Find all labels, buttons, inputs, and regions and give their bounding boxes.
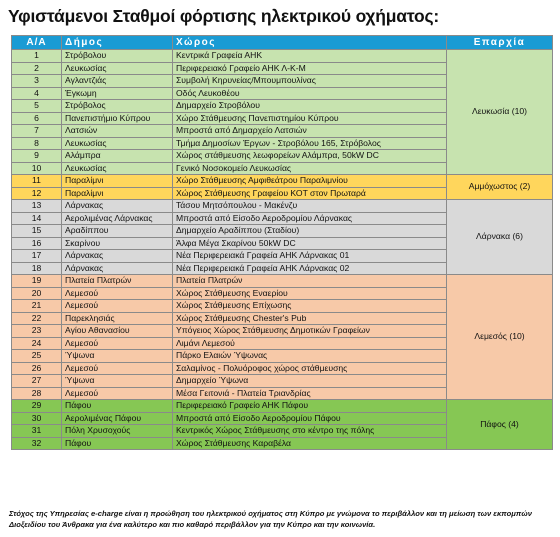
row-num: 26 bbox=[12, 362, 62, 375]
row-num: 31 bbox=[12, 425, 62, 438]
row-municipality: Αερολιμένας Πάφου bbox=[62, 412, 173, 425]
header-num: Α/Α bbox=[12, 36, 62, 50]
row-municipality: Λευκωσίας bbox=[62, 137, 173, 150]
row-place: Πάρκο Ελαιών Ύψωνας bbox=[173, 350, 447, 363]
row-place: Λιμάνι Λεμεσού bbox=[173, 337, 447, 350]
row-municipality: Παραλίμνι bbox=[62, 187, 173, 200]
row-place: Περιφερειακό Γραφείο ΑΗΚ Πάφου bbox=[173, 400, 447, 413]
row-num: 10 bbox=[12, 162, 62, 175]
table-row bbox=[12, 200, 553, 213]
row-num: 7 bbox=[12, 125, 62, 138]
row-num: 24 bbox=[12, 337, 62, 350]
row-num: 13 bbox=[12, 200, 62, 213]
row-place: Μπροστά από Είσοδο Αεροδρομίου Λάρνακας bbox=[173, 212, 447, 225]
row-place: Χώρο Στάθμευσης Αμφιθεάτρου Παραλιμνίου bbox=[173, 175, 447, 188]
row-place: Χώρος Στάθμευσης Επίχωσης bbox=[173, 300, 447, 313]
row-place: Κεντρικά Γραφεία ΑΗΚ bbox=[173, 50, 447, 63]
row-place: Χώρος στάθμευσης λεωφορείων Αλάμπρα, 50kW DC bbox=[173, 150, 447, 163]
row-place: Μέσα Γειτονιά - Πλατεία Τριανδρίας bbox=[173, 387, 447, 400]
table-row bbox=[12, 175, 553, 188]
row-num: 16 bbox=[12, 237, 62, 250]
row-num: 19 bbox=[12, 275, 62, 288]
row-municipality: Έγκωμη bbox=[62, 87, 173, 100]
row-municipality: Λευκωσίας bbox=[62, 162, 173, 175]
row-num: 17 bbox=[12, 250, 62, 263]
row-municipality: Σκαρίνου bbox=[62, 237, 173, 250]
row-place: Νέα Περιφερειακά Γραφεία ΑΗΚ Λάρνακας 01 bbox=[173, 250, 447, 263]
page-title: Υφιστάμενοι Σταθμοί φόρτισης ηλεκτρικού οχήματος: bbox=[8, 6, 439, 26]
row-municipality: Πάφου bbox=[62, 400, 173, 413]
row-municipality: Λεμεσού bbox=[62, 387, 173, 400]
row-place: Νέα Περιφερειακά Γραφεία ΑΗΚ Λάρνακας 02 bbox=[173, 262, 447, 275]
row-num: 32 bbox=[12, 437, 62, 450]
row-municipality: Στρόβολου bbox=[62, 50, 173, 63]
row-num: 11 bbox=[12, 175, 62, 188]
row-place: Υπόγειος Χώρος Στάθμευσης Δημοτικών Γραφείων bbox=[173, 325, 447, 338]
row-num: 18 bbox=[12, 262, 62, 275]
row-num: 5 bbox=[12, 100, 62, 113]
row-place: Πλατεία Πλατρών bbox=[173, 275, 447, 288]
row-municipality: Λεμεσού bbox=[62, 287, 173, 300]
row-place: Σαλαμίνος - Πολυόροφος χώρος στάθμευσης bbox=[173, 362, 447, 375]
row-place: Χώρος Στάθμευσης Chester's Pub bbox=[173, 312, 447, 325]
row-place: Δημαρχείο Ύψωνα bbox=[173, 375, 447, 388]
row-num: 20 bbox=[12, 287, 62, 300]
header-municipality: Δήμος bbox=[62, 36, 173, 50]
row-municipality: Λευκωσίας bbox=[62, 62, 173, 75]
row-place: Χώρος Στάθμευσης Καραβέλα bbox=[173, 437, 447, 450]
row-num: 1 bbox=[12, 50, 62, 63]
row-num: 6 bbox=[12, 112, 62, 125]
row-place: Περιφερειακό Γραφείο ΑΗΚ Λ-Κ-Μ bbox=[173, 62, 447, 75]
row-municipality: Αερολιμένας Λάρνακας bbox=[62, 212, 173, 225]
row-municipality: Παραλίμνι bbox=[62, 175, 173, 188]
header-place: Χώρος bbox=[173, 36, 447, 50]
row-num: 4 bbox=[12, 87, 62, 100]
row-num: 30 bbox=[12, 412, 62, 425]
row-num: 12 bbox=[12, 187, 62, 200]
row-municipality: Λάρνακας bbox=[62, 250, 173, 263]
row-place: Χώρο Στάθμευσης Πανεπιστημίου Κύπρου bbox=[173, 112, 447, 125]
row-place: Δημαρχείο Στροβόλου bbox=[173, 100, 447, 113]
row-place: Δημαρχείο Αραδίππου (Σταδίου) bbox=[173, 225, 447, 238]
row-place: Μπροστά από Είσοδο Αεροδρομίου Πάφου bbox=[173, 412, 447, 425]
row-municipality: Λάρνακας bbox=[62, 200, 173, 213]
row-place: Τμήμα Δημοσίων Έργων - Στροβόλου 165, Στρόβολος bbox=[173, 137, 447, 150]
row-num: 22 bbox=[12, 312, 62, 325]
table-row bbox=[12, 275, 553, 288]
row-num: 21 bbox=[12, 300, 62, 313]
row-place: Συμβολή Κηρυνείας/Μπουμπουλίνας bbox=[173, 75, 447, 88]
row-num: 2 bbox=[12, 62, 62, 75]
row-place: Κεντρικός Χώρος Στάθμευσης στο κέντρο της πόλης bbox=[173, 425, 447, 438]
region-cell: Πάφος (4) bbox=[447, 400, 553, 450]
row-municipality: Αραδίππου bbox=[62, 225, 173, 238]
row-municipality: Παρεκλησιάς bbox=[62, 312, 173, 325]
row-num: 8 bbox=[12, 137, 62, 150]
row-num: 14 bbox=[12, 212, 62, 225]
row-num: 27 bbox=[12, 375, 62, 388]
row-num: 25 bbox=[12, 350, 62, 363]
row-municipality: Ύψωνα bbox=[62, 375, 173, 388]
row-municipality: Ύψωνα bbox=[62, 350, 173, 363]
row-municipality: Πανεπιστήμιο Κύπρου bbox=[62, 112, 173, 125]
row-num: 9 bbox=[12, 150, 62, 163]
row-municipality: Αλάμπρα bbox=[62, 150, 173, 163]
row-municipality: Λατσιών bbox=[62, 125, 173, 138]
row-municipality: Πλατεία Πλατρών bbox=[62, 275, 173, 288]
row-num: 28 bbox=[12, 387, 62, 400]
row-municipality: Αγλαντζιάς bbox=[62, 75, 173, 88]
row-place: Μπροστά από Δημαρχείο Λατσιών bbox=[173, 125, 447, 138]
row-municipality: Πάφου bbox=[62, 437, 173, 450]
row-place: Τάσου Μητσόπουλου - Μακένζυ bbox=[173, 200, 447, 213]
row-num: 15 bbox=[12, 225, 62, 238]
footer-note: Στόχος της Υπηρεσίας e-charge είναι η προώθηση του ηλεκτρικού οχήματος στη Κύπρο με γνώμονα το περιβάλλον και τη μείωση των εκπομπών Διοξειδίου του Άνθρακα για ένα καλύτερο και πιο καθαρό περιβάλλον για την Κύπρο και την κοινωνία. bbox=[9, 509, 532, 529]
region-cell: Λεμεσός (10) bbox=[447, 275, 553, 400]
table-header-row bbox=[12, 36, 553, 50]
row-place: Χώρος Στάθμευσης Γραφείου ΚΟΤ στον Πρωταρά bbox=[173, 187, 447, 200]
row-place: Χώρος Στάθμευσης Εναερίου bbox=[173, 287, 447, 300]
region-cell: Λάρνακα (6) bbox=[447, 200, 553, 275]
region-cell: Αμμόχωστος (2) bbox=[447, 175, 553, 200]
row-num: 29 bbox=[12, 400, 62, 413]
row-num: 3 bbox=[12, 75, 62, 88]
row-place: Άλφα Μέγα Σκαρίνου 50kW DC bbox=[173, 237, 447, 250]
table-row bbox=[12, 50, 553, 63]
table-row bbox=[12, 400, 553, 413]
row-municipality: Λεμεσού bbox=[62, 362, 173, 375]
row-municipality: Πόλη Χρυσοχούς bbox=[62, 425, 173, 438]
row-municipality: Λάρνακας bbox=[62, 262, 173, 275]
row-place: Γενικό Νοσοκομείο Λευκωσίας bbox=[173, 162, 447, 175]
row-municipality: Λεμεσού bbox=[62, 337, 173, 350]
charging-stations-table bbox=[11, 35, 553, 450]
region-cell: Λευκωσία (10) bbox=[447, 50, 553, 175]
header-region: Επαρχία bbox=[447, 36, 553, 50]
row-place: Οδός Λευκοθέου bbox=[173, 87, 447, 100]
row-municipality: Αγίου Αθανασίου bbox=[62, 325, 173, 338]
row-municipality: Λεμεσού bbox=[62, 300, 173, 313]
row-municipality: Στρόβολος bbox=[62, 100, 173, 113]
row-num: 23 bbox=[12, 325, 62, 338]
